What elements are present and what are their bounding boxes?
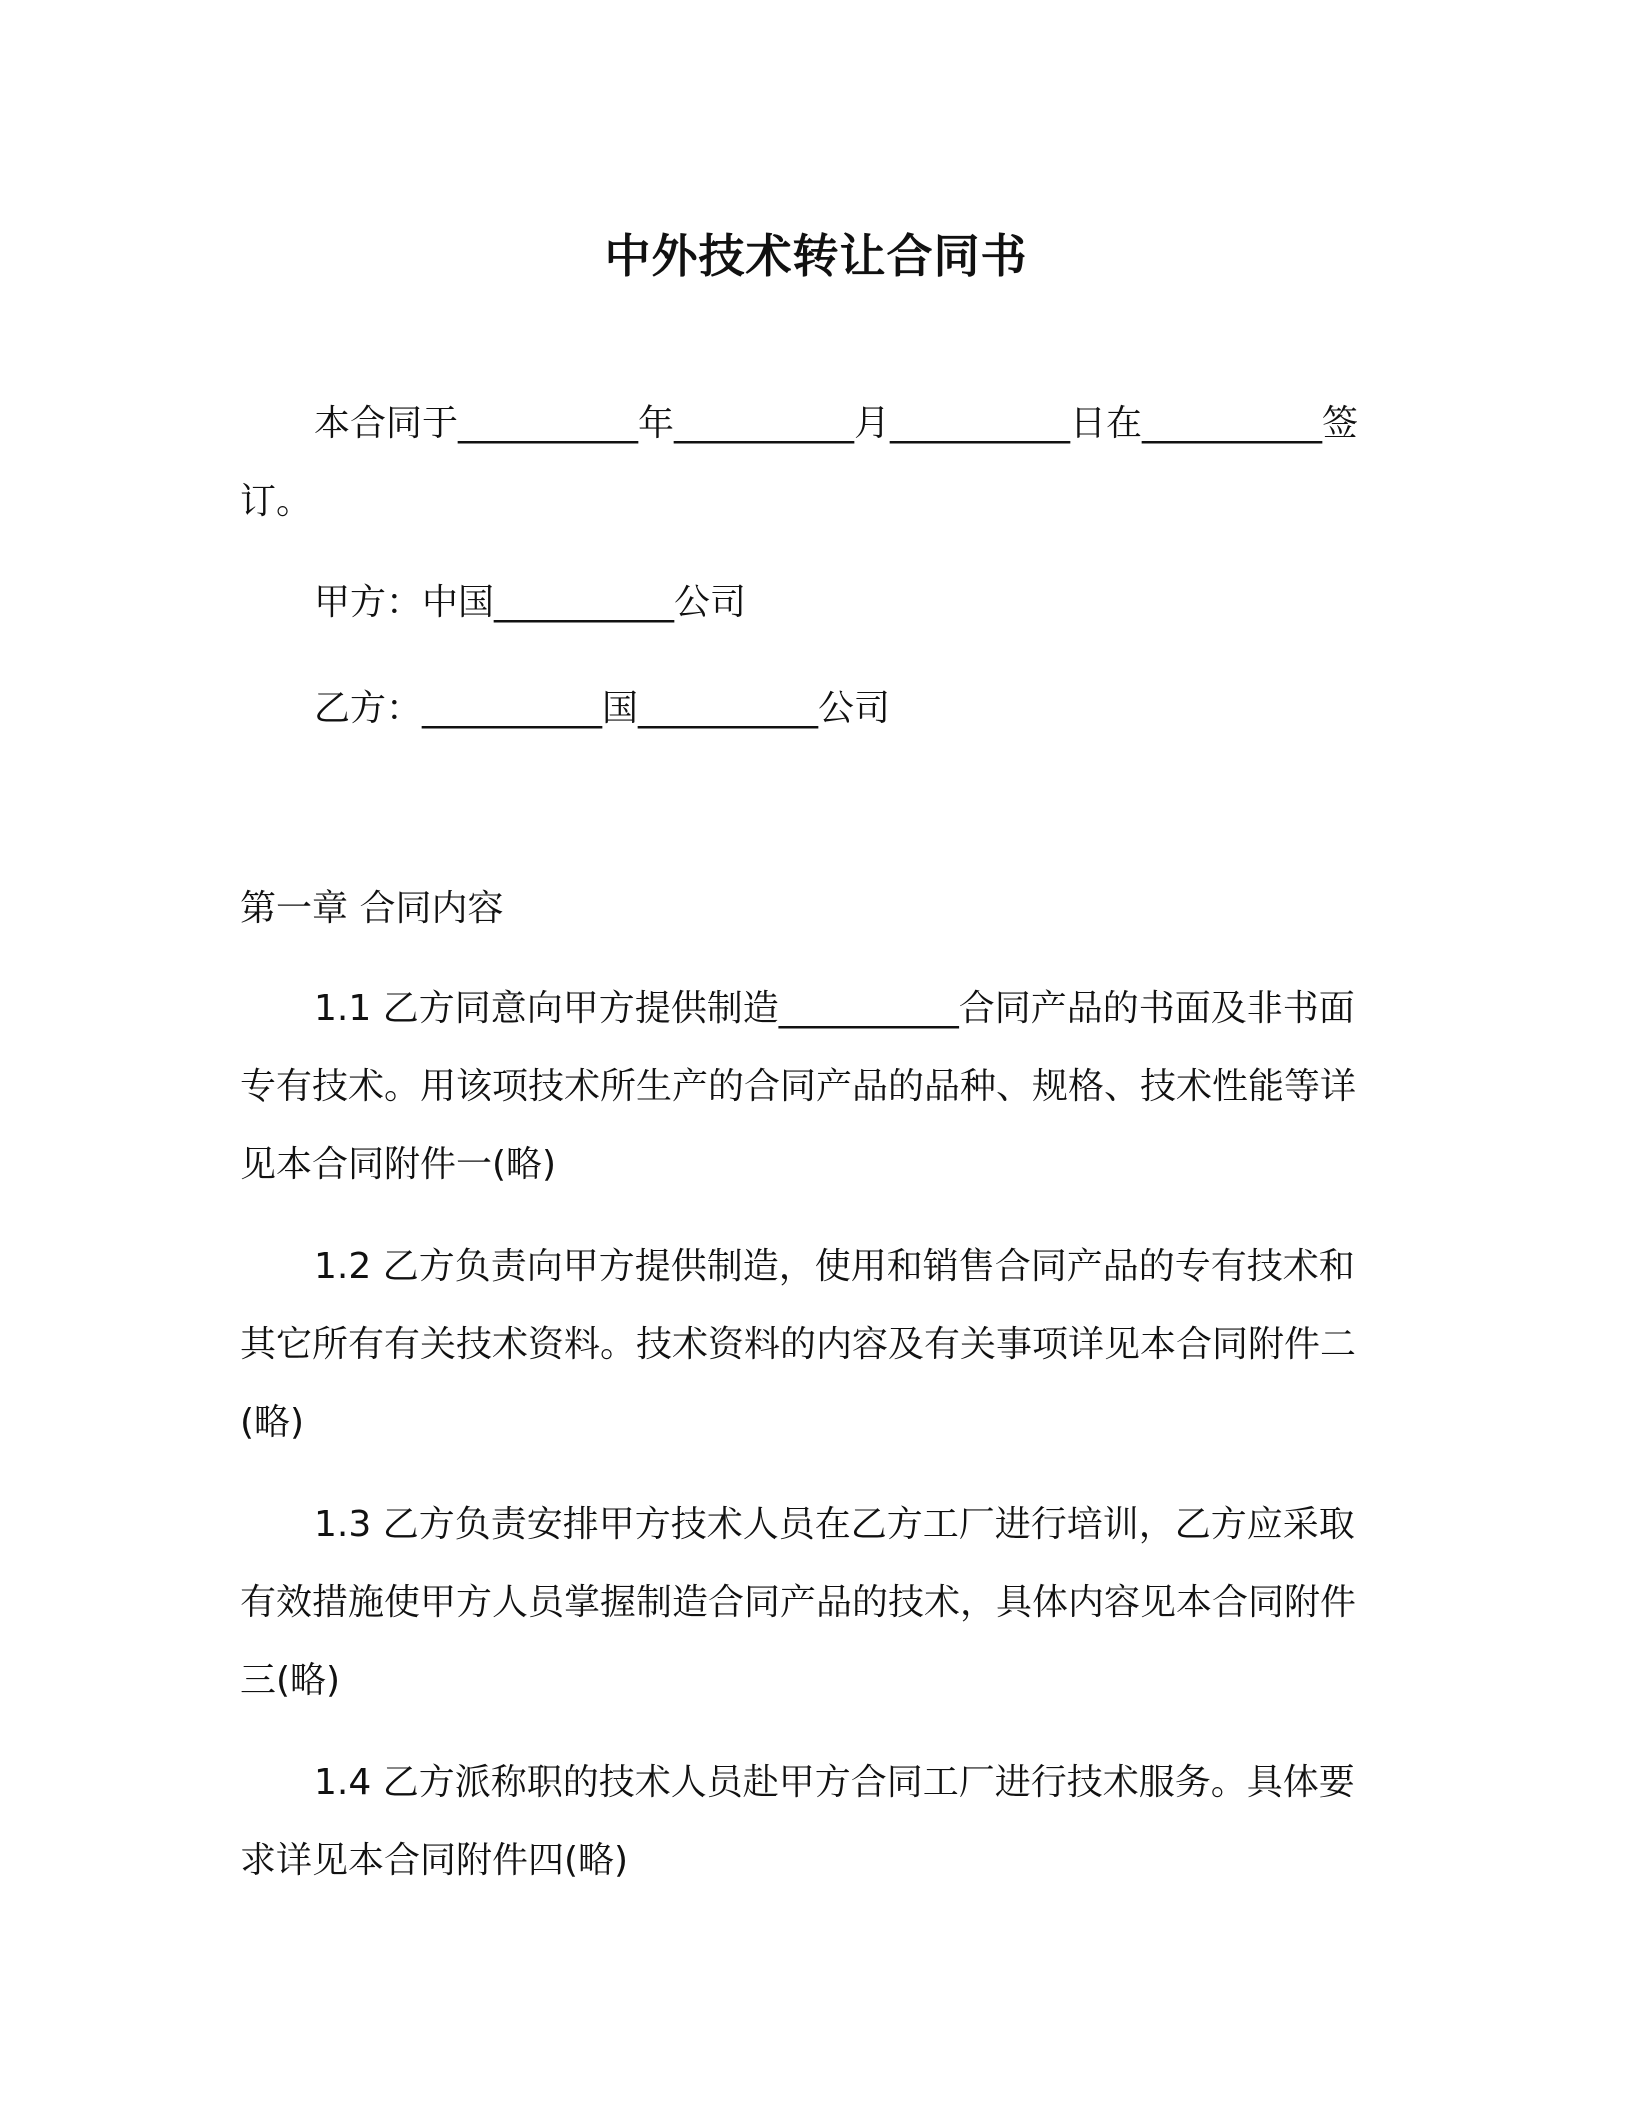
contract-intro: 本合同于__________年__________月__________日在__________签订。 (240, 403, 1359, 522)
clause-1-2: 1.2 乙方负责向甲方提供制造，使用和销售合同产品的专有技术和其它所有有关技术资料。技术资料的内容及有关事项详见本合同附件二(略) (240, 1246, 1357, 1443)
party-a-line: 甲方：中国__________公司 (314, 582, 747, 623)
chapter-heading: 第一章 合同内容 (240, 888, 504, 929)
document-title: 中外技术转让合同书 (604, 229, 1028, 283)
clause-1-4: 1.4 乙方派称职的技术人员赴甲方合同工厂进行技术服务。具体要求详见本合同附件四(略) (240, 1762, 1355, 1881)
clause-1-3: 1.3 乙方负责安排甲方技术人员在乙方工厂进行培训，乙方应采取有效措施使甲方人员掌握制造合同产品的技术，具体内容见本合同附件三(略) (240, 1504, 1357, 1701)
party-b-line: 乙方：__________国__________公司 (314, 688, 891, 729)
clause-1-1: 1.1 乙方同意向甲方提供制造__________合同产品的书面及非书面专有技术。用该项技术所生产的合同产品的品种、规格、技术性能等详见本合同附件一(略) (240, 988, 1357, 1185)
